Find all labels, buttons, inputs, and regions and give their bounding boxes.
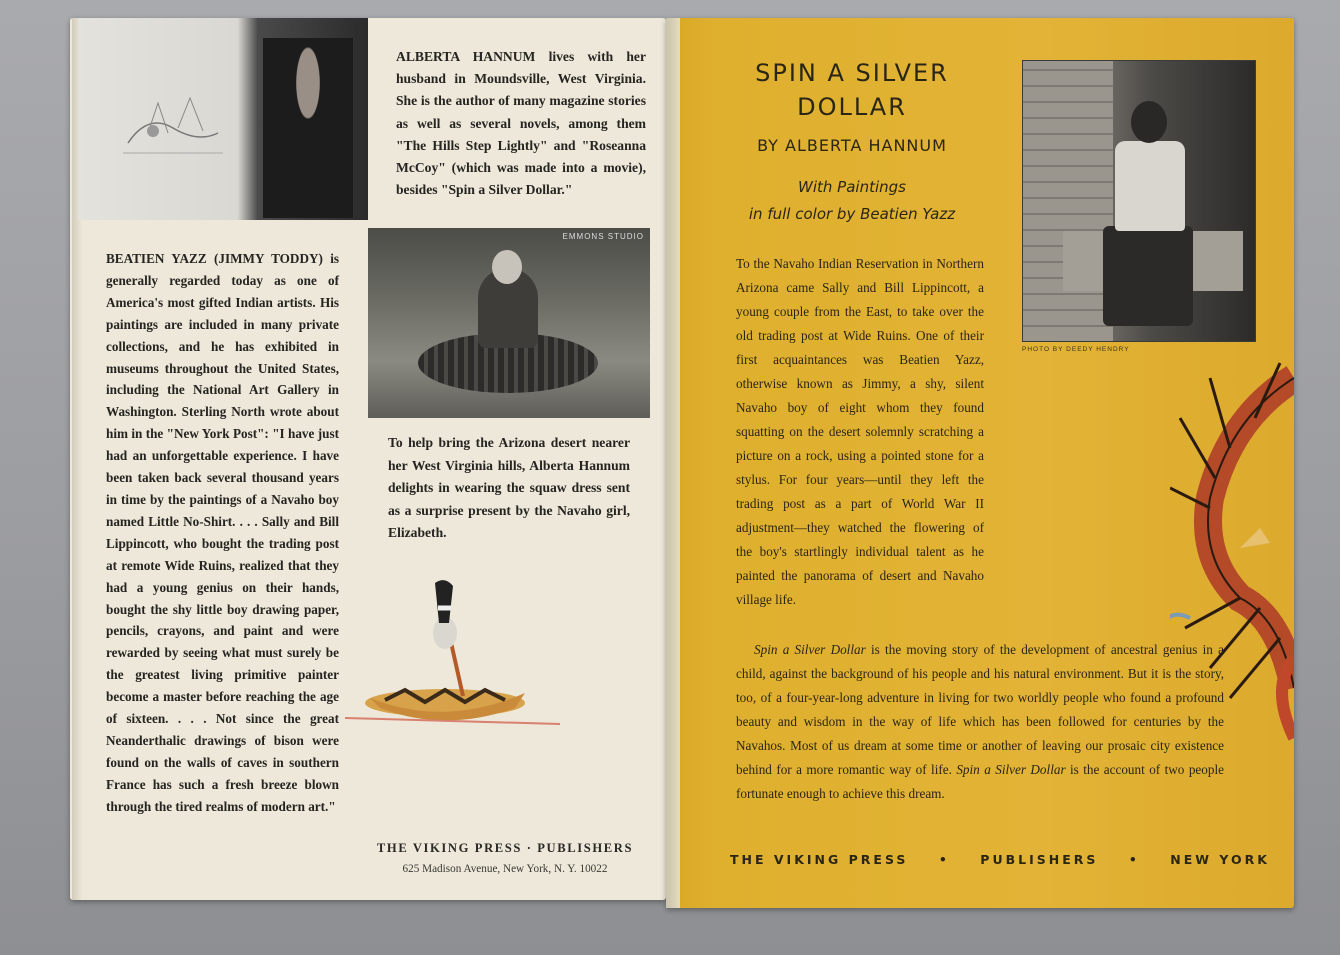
publisher-address: 625 Madison Avenue, New York, N. Y. 10022 [402, 863, 608, 875]
left-book-jacket [70, 18, 666, 900]
paintings-line-1: With Paintings [798, 178, 906, 196]
alberta-hannum-bio: ALBERTA HANNUM lives with her husband in Moundsville, West Virginia. She is the author of many magazine stories as well as several novels, among them "The Hills Step Lightly" and "Roseanna McCoy" (which was made into a movie), besides "Spin a Silver Dollar." [396, 49, 646, 198]
book-author: BY ALBERTA HANNUM [757, 136, 947, 155]
alberta-hannum-photo [368, 228, 650, 418]
publisher-bullet-1: • [938, 852, 950, 867]
publisher-label: PUBLISHERS [980, 852, 1099, 867]
title-italic-repeat: Spin a Silver Dollar [956, 762, 1066, 777]
alberta-photo-caption: To help bring the Arizona desert nearer her West Virginia hills, Alberta Hannum delights in wearing the squaw dress sent as a surprise present by the Navaho girl, Elizabeth. [388, 435, 630, 541]
right-book-jacket [666, 18, 1294, 908]
horse-sketch-drawing [118, 73, 228, 163]
paragraph-2-end: is the account of two people fortunate enough to achieve this dream. [736, 762, 1224, 801]
publisher-bullet-2: • [1128, 852, 1140, 867]
right-book-spine-edge [666, 18, 680, 908]
boy-head [1131, 101, 1167, 143]
book-title: SPIN A SILVER DOLLAR [755, 59, 949, 121]
title-italic: Spin a Silver Dollar [754, 642, 866, 657]
publisher-name: THE VIKING PRESS [730, 852, 909, 867]
right-publisher-line [730, 852, 1270, 867]
boy-legs [1103, 226, 1193, 326]
paintings-credit [732, 174, 972, 228]
paintings-line-2: in full color by Beatien Yazz [748, 205, 956, 223]
stone-wall [1023, 61, 1113, 341]
boy-photo [1022, 60, 1256, 342]
cactus-branch-painting [1170, 358, 1294, 758]
photo-credit-hendry: PHOTO BY DEEDY HENDRY [1022, 346, 1130, 353]
jacket-copy-paragraph-1: To the Navaho Indian Reservation in Northern Arizona came Sally and Bill Lippincott, a young couple from the East, to take over the old trading post at Wide Ruins. One of their first acquaintances was Beatien Yazz, otherwise known as Jimmy, a shy, silent Navaho boy of eight whom they found squatting on the desert solemnly scratching a picture on a rock, using a pointed stone for a stylus. For four years—until they left the trading post as a part of World War II adjustment—they watched the flowering of the boy's startlingly individual talent as he painted the panorama of desert and Navaho village life. [736, 256, 984, 607]
boy-shirt [1115, 141, 1185, 231]
jacket-copy-paragraph-2 [736, 638, 1224, 806]
artist-figure [263, 38, 353, 218]
beatien-yazz-bio: BEATIEN YAZZ (JIMMY TODDY) is generally regarded today as one of America's most gifted Indian artists. His paintings are included in many private collections, and he has exhibited in museums throughout the United States, including the National Art Gallery in Washington. Sterling North wrote about him in the "New York Post": "I have just had an unforgettable experience. I have been taken back several thousand years in time by the paintings of a Navaho boy named Little No-Shirt. . . . Sally and Bill Lippincott, who bought the trading post at remote Wide Ruins, realized that they had a young genius on their hands, bought the shy little boy drawing paper, pencils, crayons, and paint and were rewarded by seeing what must surely be the greatest living primitive painter become a master before reaching the age of sixteen. . . . Not since the great Neanderthalic drawings of bison were found on the walls of caves in southern France has such a fresh breeze blown through the tired realms of modern art." [106, 251, 339, 814]
left-publisher-line: THE VIKING PRESS · PUBLISHERS [376, 841, 634, 855]
publisher-city: NEW YORK [1170, 852, 1270, 867]
paragraph-2-text: is the moving story of the development of ancestral genius in a child, against the background of his people and his natural environment. But it is the story, too, of a four-year-long adventure in living for two worldly people who found a profound beauty and wisdom in the way of life which has been followed for centuries by the Navahos. Most of us dream at some time or another of leaving our prosaic city existence behind for a more romantic way of life. [736, 642, 1224, 777]
photo-credit-emmons: EMMONS STUDIO [562, 232, 644, 241]
artist-photo [78, 18, 368, 220]
woman-face [492, 250, 522, 284]
basket-and-feather-illustration [345, 578, 565, 728]
